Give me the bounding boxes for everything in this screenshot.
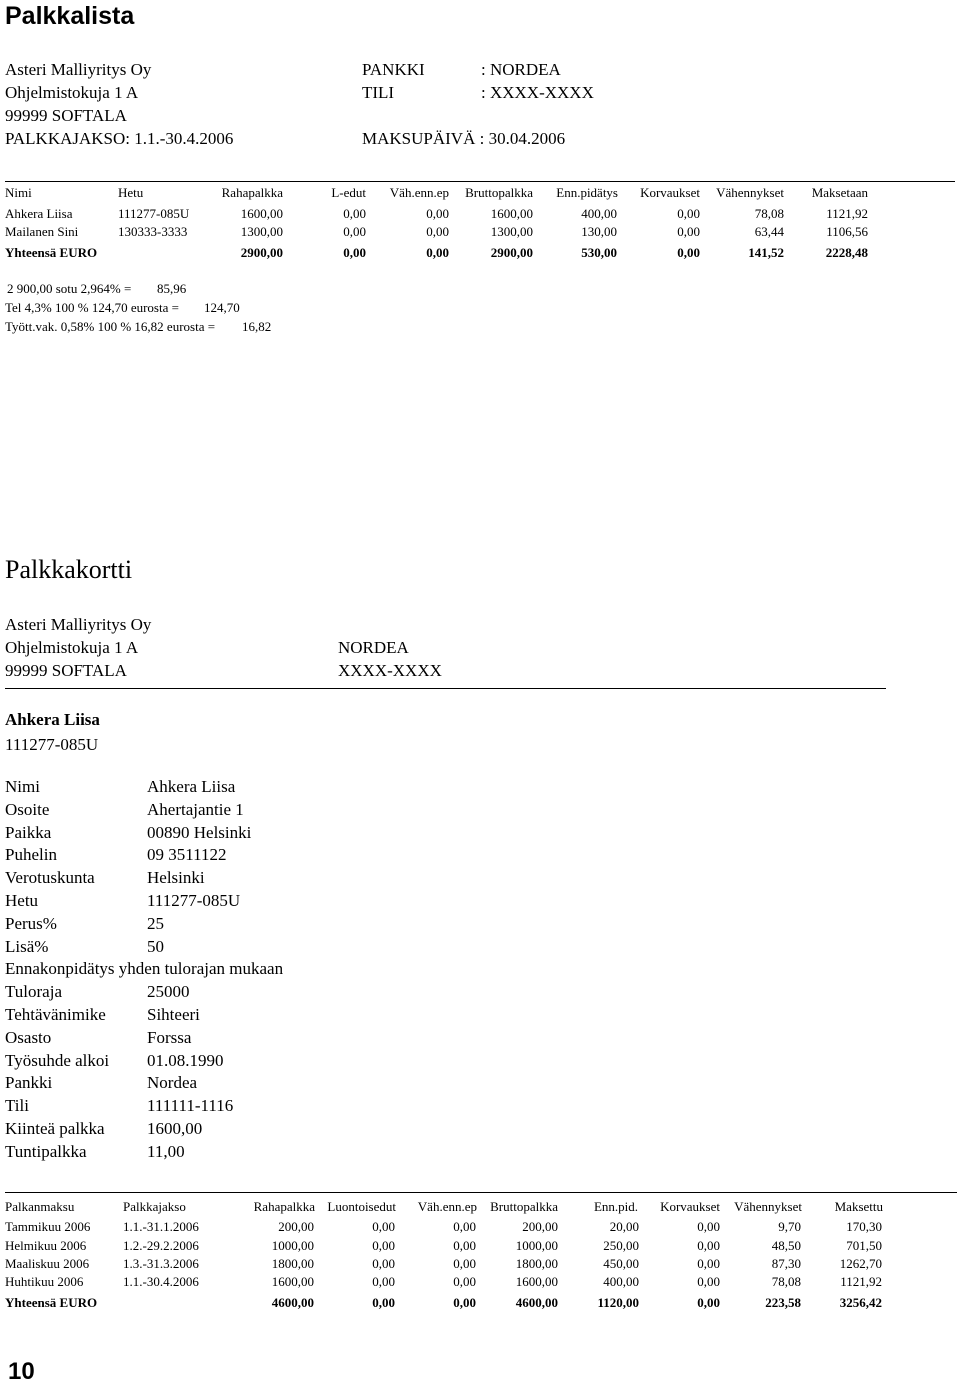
list-row-2-col-2: 1300,00	[240, 224, 283, 239]
list-header-col-7: Korvaukset	[640, 185, 700, 200]
field-value-11: Sihteeri	[147, 1005, 200, 1024]
list-row-2-col-6: 130,00	[581, 224, 617, 239]
field-value-15: 111111-1116	[147, 1096, 234, 1115]
field-value-5: Helsinki	[147, 868, 205, 887]
note-label-1: 2 900,00 sotu 2,964% =	[7, 281, 132, 296]
card-row-4-col-8: 78,08	[771, 1274, 801, 1289]
card-row-1-col-2: 200,00	[278, 1219, 314, 1234]
list-header-col-8: Vähennykset	[716, 185, 784, 200]
card-row-3-col-8: 87,30	[771, 1256, 801, 1271]
field-label-3: Paikka	[5, 823, 52, 842]
card-row-3-col-1: 1.3.-31.3.2006	[123, 1256, 199, 1271]
card-bank: NORDEA	[338, 638, 409, 657]
card-row-2-col-0: Helmikuu 2006	[5, 1238, 87, 1253]
list-total-col-8: 141,52	[748, 245, 784, 260]
card-row-4-col-0: Huhtikuu 2006	[5, 1274, 84, 1289]
card-row-1-col-5: 200,00	[522, 1219, 558, 1234]
company-name: Asteri Malliyritys Oy	[5, 60, 152, 79]
list-total-col-6: 530,00	[581, 245, 617, 260]
field-label-6: Hetu	[5, 891, 39, 910]
list-row-2-col-4: 0,00	[426, 224, 449, 239]
list-total-col-7: 0,00	[677, 245, 700, 260]
card-company-address: Ohjelmistokuja 1 A	[5, 638, 139, 657]
note-value-2: 124,70	[204, 300, 240, 315]
card-row-1-col-1: 1.1.-31.1.2006	[123, 1219, 199, 1234]
card-row-4-col-1: 1.1.-30.4.2006	[123, 1274, 199, 1289]
list-row-2-col-8: 63,44	[754, 224, 784, 239]
list-row-1-col-2: 1600,00	[240, 206, 283, 221]
list-total-col-5: 2900,00	[490, 245, 533, 260]
note-label-3: Tyött.vak. 0,58% 100 % 16,82 eurosta =	[5, 319, 216, 334]
bank-label: PANKKI	[362, 60, 425, 79]
list-row-2-col-3: 0,00	[343, 224, 366, 239]
card-row-2-col-1: 1.2.-29.2.2006	[123, 1238, 199, 1253]
list-header-col-2: Rahapalkka	[221, 185, 283, 200]
card-row-3-col-2: 1800,00	[271, 1256, 314, 1271]
card-row-4-col-9: 1121,92	[840, 1274, 882, 1289]
company-address: Ohjelmistokuja 1 A	[5, 83, 139, 102]
field-label-7: Perus%	[5, 914, 57, 933]
card-total-col-0: Yhteensä EURO	[5, 1295, 98, 1310]
field-label-17: Tuntipalkka	[5, 1142, 87, 1161]
card-row-4-col-5: 1600,00	[515, 1274, 558, 1289]
field-label-1: Nimi	[5, 777, 40, 796]
card-row-1-col-7: 0,00	[697, 1219, 720, 1234]
pay-period: PALKKAJAKSO: 1.1.-30.4.2006	[5, 129, 234, 148]
card-total-col-5: 4600,00	[515, 1295, 558, 1310]
list-total-col-4: 0,00	[426, 245, 449, 260]
palkkakortti-title: Palkkakortti	[5, 555, 133, 584]
card-total-col-6: 1120,00	[597, 1295, 639, 1310]
card-header-col-3: Luontoisedut	[327, 1199, 396, 1214]
card-row-2-col-5: 1000,00	[515, 1238, 558, 1253]
payday: MAKSUPÄIVÄ : 30.04.2006	[362, 129, 566, 148]
list-row-1-col-9: 1121,92	[826, 206, 868, 221]
field-label-11: Tehtävänimike	[5, 1005, 106, 1024]
field-value-8: 50	[147, 937, 164, 956]
list-row-1-col-4: 0,00	[426, 206, 449, 221]
card-row-2-col-8: 48,50	[771, 1238, 801, 1253]
field-label-9: Ennakonpidätys yhden tulorajan mukaan	[5, 959, 284, 978]
field-label-13: Työsuhde alkoi	[5, 1051, 110, 1070]
list-row-2-col-0: Mailanen Sini	[5, 224, 79, 239]
card-total-col-8: 223,58	[765, 1295, 801, 1310]
card-row-4-col-7: 0,00	[697, 1274, 720, 1289]
card-row-2-col-7: 0,00	[697, 1238, 720, 1253]
account-label: TILI	[362, 83, 395, 102]
list-header-col-6: Enn.pidätys	[556, 185, 618, 200]
card-row-3-col-3: 0,00	[372, 1256, 395, 1271]
card-row-1-col-6: 20,00	[609, 1219, 639, 1234]
card-row-3-col-0: Maaliskuu 2006	[5, 1256, 90, 1271]
list-total-col-0: Yhteensä EURO	[5, 245, 98, 260]
field-label-15: Tili	[5, 1096, 29, 1115]
field-value-12: Forssa	[147, 1028, 192, 1047]
field-label-4: Puhelin	[5, 845, 57, 864]
list-row-2-col-1: 130333-3333	[118, 224, 188, 239]
field-value-2: Ahertajantie 1	[147, 800, 244, 819]
list-row-2-col-9: 1106,56	[826, 224, 868, 239]
card-row-1-col-8: 9,70	[778, 1219, 801, 1234]
field-label-2: Osoite	[5, 800, 50, 819]
card-row-2-col-9: 701,50	[846, 1238, 882, 1253]
field-label-10: Tuloraja	[5, 982, 62, 1001]
card-total-col-2: 4600,00	[271, 1295, 314, 1310]
card-row-2-col-6: 250,00	[603, 1238, 639, 1253]
card-header-col-2: Rahapalkka	[253, 1199, 315, 1214]
card-row-2-col-3: 0,00	[372, 1238, 395, 1253]
field-label-5: Verotuskunta	[5, 868, 95, 887]
list-row-1-col-1: 111277-085U	[118, 206, 190, 221]
card-row-3-col-6: 450,00	[603, 1256, 639, 1271]
field-value-4: 09 3511122	[147, 845, 227, 864]
field-label-14: Pankki	[5, 1073, 53, 1092]
card-row-2-col-4: 0,00	[453, 1238, 476, 1253]
company-city: 99999 SOFTALA	[5, 106, 127, 125]
card-header-col-6: Enn.pid.	[593, 1199, 638, 1214]
bank-value: : NORDEA	[481, 60, 561, 79]
card-row-1-col-0: Tammikuu 2006	[5, 1219, 91, 1234]
card-row-3-col-7: 0,00	[697, 1256, 720, 1271]
card-company-name: Asteri Malliyritys Oy	[5, 615, 152, 634]
card-row-4-col-6: 400,00	[603, 1274, 639, 1289]
list-row-2-col-7: 0,00	[677, 224, 700, 239]
card-total-col-9: 3256,42	[839, 1295, 882, 1310]
page-number: 10	[8, 1358, 35, 1385]
field-value-14: Nordea	[147, 1073, 198, 1092]
card-header-col-0: Palkanmaksu	[5, 1199, 75, 1214]
card-header-col-4: Väh.enn.ep	[417, 1199, 477, 1214]
note-value-3: 16,82	[242, 319, 272, 334]
list-row-1-col-3: 0,00	[343, 206, 366, 221]
card-row-1-col-4: 0,00	[453, 1219, 476, 1234]
field-value-10: 25000	[147, 982, 190, 1001]
list-row-1-col-7: 0,00	[677, 206, 700, 221]
header-divider	[5, 181, 955, 182]
field-label-12: Osasto	[5, 1028, 52, 1047]
palkkalista-title: Palkkalista	[5, 2, 135, 30]
account-value: : XXXX-XXXX	[481, 83, 594, 102]
card-company-city: 99999 SOFTALA	[5, 661, 127, 680]
card-total-col-4: 0,00	[453, 1295, 476, 1310]
card-row-3-col-9: 1262,70	[839, 1256, 882, 1271]
employee-name: Ahkera Liisa	[5, 710, 100, 729]
list-row-1-col-0: Ahkera Liisa	[5, 206, 73, 221]
card-row-4-col-3: 0,00	[372, 1274, 395, 1289]
employee-id: 111277-085U	[5, 735, 99, 754]
field-value-1: Ahkera Liisa	[147, 777, 236, 796]
card-total-col-7: 0,00	[697, 1295, 720, 1310]
card-row-3-col-5: 1800,00	[515, 1256, 558, 1271]
card-row-1-col-9: 170,30	[846, 1219, 882, 1234]
list-total-col-2: 2900,00	[240, 245, 283, 260]
card-table-divider	[5, 1192, 957, 1193]
field-value-7: 25	[147, 914, 164, 933]
list-row-1-col-6: 400,00	[581, 206, 617, 221]
list-total-col-9: 2228,48	[825, 245, 868, 260]
field-value-13: 01.08.1990	[147, 1051, 224, 1070]
list-header-col-1: Hetu	[118, 185, 144, 200]
card-account: XXXX-XXXX	[338, 661, 442, 680]
note-label-2: Tel 4,3% 100 % 124,70 eurosta =	[5, 300, 179, 315]
list-header-col-4: Väh.enn.ep	[389, 185, 449, 200]
list-row-2-col-5: 1300,00	[490, 224, 533, 239]
card-header-col-8: Vähennykset	[734, 1199, 802, 1214]
card-header-col-1: Palkkajakso	[123, 1199, 186, 1214]
list-header-col-3: L-edut	[331, 185, 366, 200]
field-value-6: 111277-085U	[147, 891, 241, 910]
card-row-1-col-3: 0,00	[372, 1219, 395, 1234]
list-header-col-0: Nimi	[5, 185, 32, 200]
list-header-col-9: Maksetaan	[811, 185, 868, 200]
field-label-16: Kiinteä palkka	[5, 1119, 105, 1138]
card-header-col-5: Bruttopalkka	[490, 1199, 558, 1214]
note-value-1: 85,96	[157, 281, 187, 296]
list-total-col-3: 0,00	[343, 245, 366, 260]
card-row-2-col-2: 1000,00	[271, 1238, 314, 1253]
field-value-16: 1600,00	[147, 1119, 203, 1138]
field-value-17: 11,00	[147, 1142, 185, 1161]
card-header-col-9: Maksettu	[834, 1199, 883, 1214]
card-header-col-7: Korvaukset	[660, 1199, 720, 1214]
card-total-col-3: 0,00	[372, 1295, 395, 1310]
card-row-4-col-4: 0,00	[453, 1274, 476, 1289]
field-label-8: Lisä%	[5, 937, 49, 956]
list-row-1-col-5: 1600,00	[490, 206, 533, 221]
card-divider	[5, 688, 886, 689]
list-row-1-col-8: 78,08	[754, 206, 784, 221]
list-header-col-5: Bruttopalkka	[465, 185, 533, 200]
card-row-4-col-2: 1600,00	[271, 1274, 314, 1289]
field-value-3: 00890 Helsinki	[147, 823, 252, 842]
card-row-3-col-4: 0,00	[453, 1256, 476, 1271]
